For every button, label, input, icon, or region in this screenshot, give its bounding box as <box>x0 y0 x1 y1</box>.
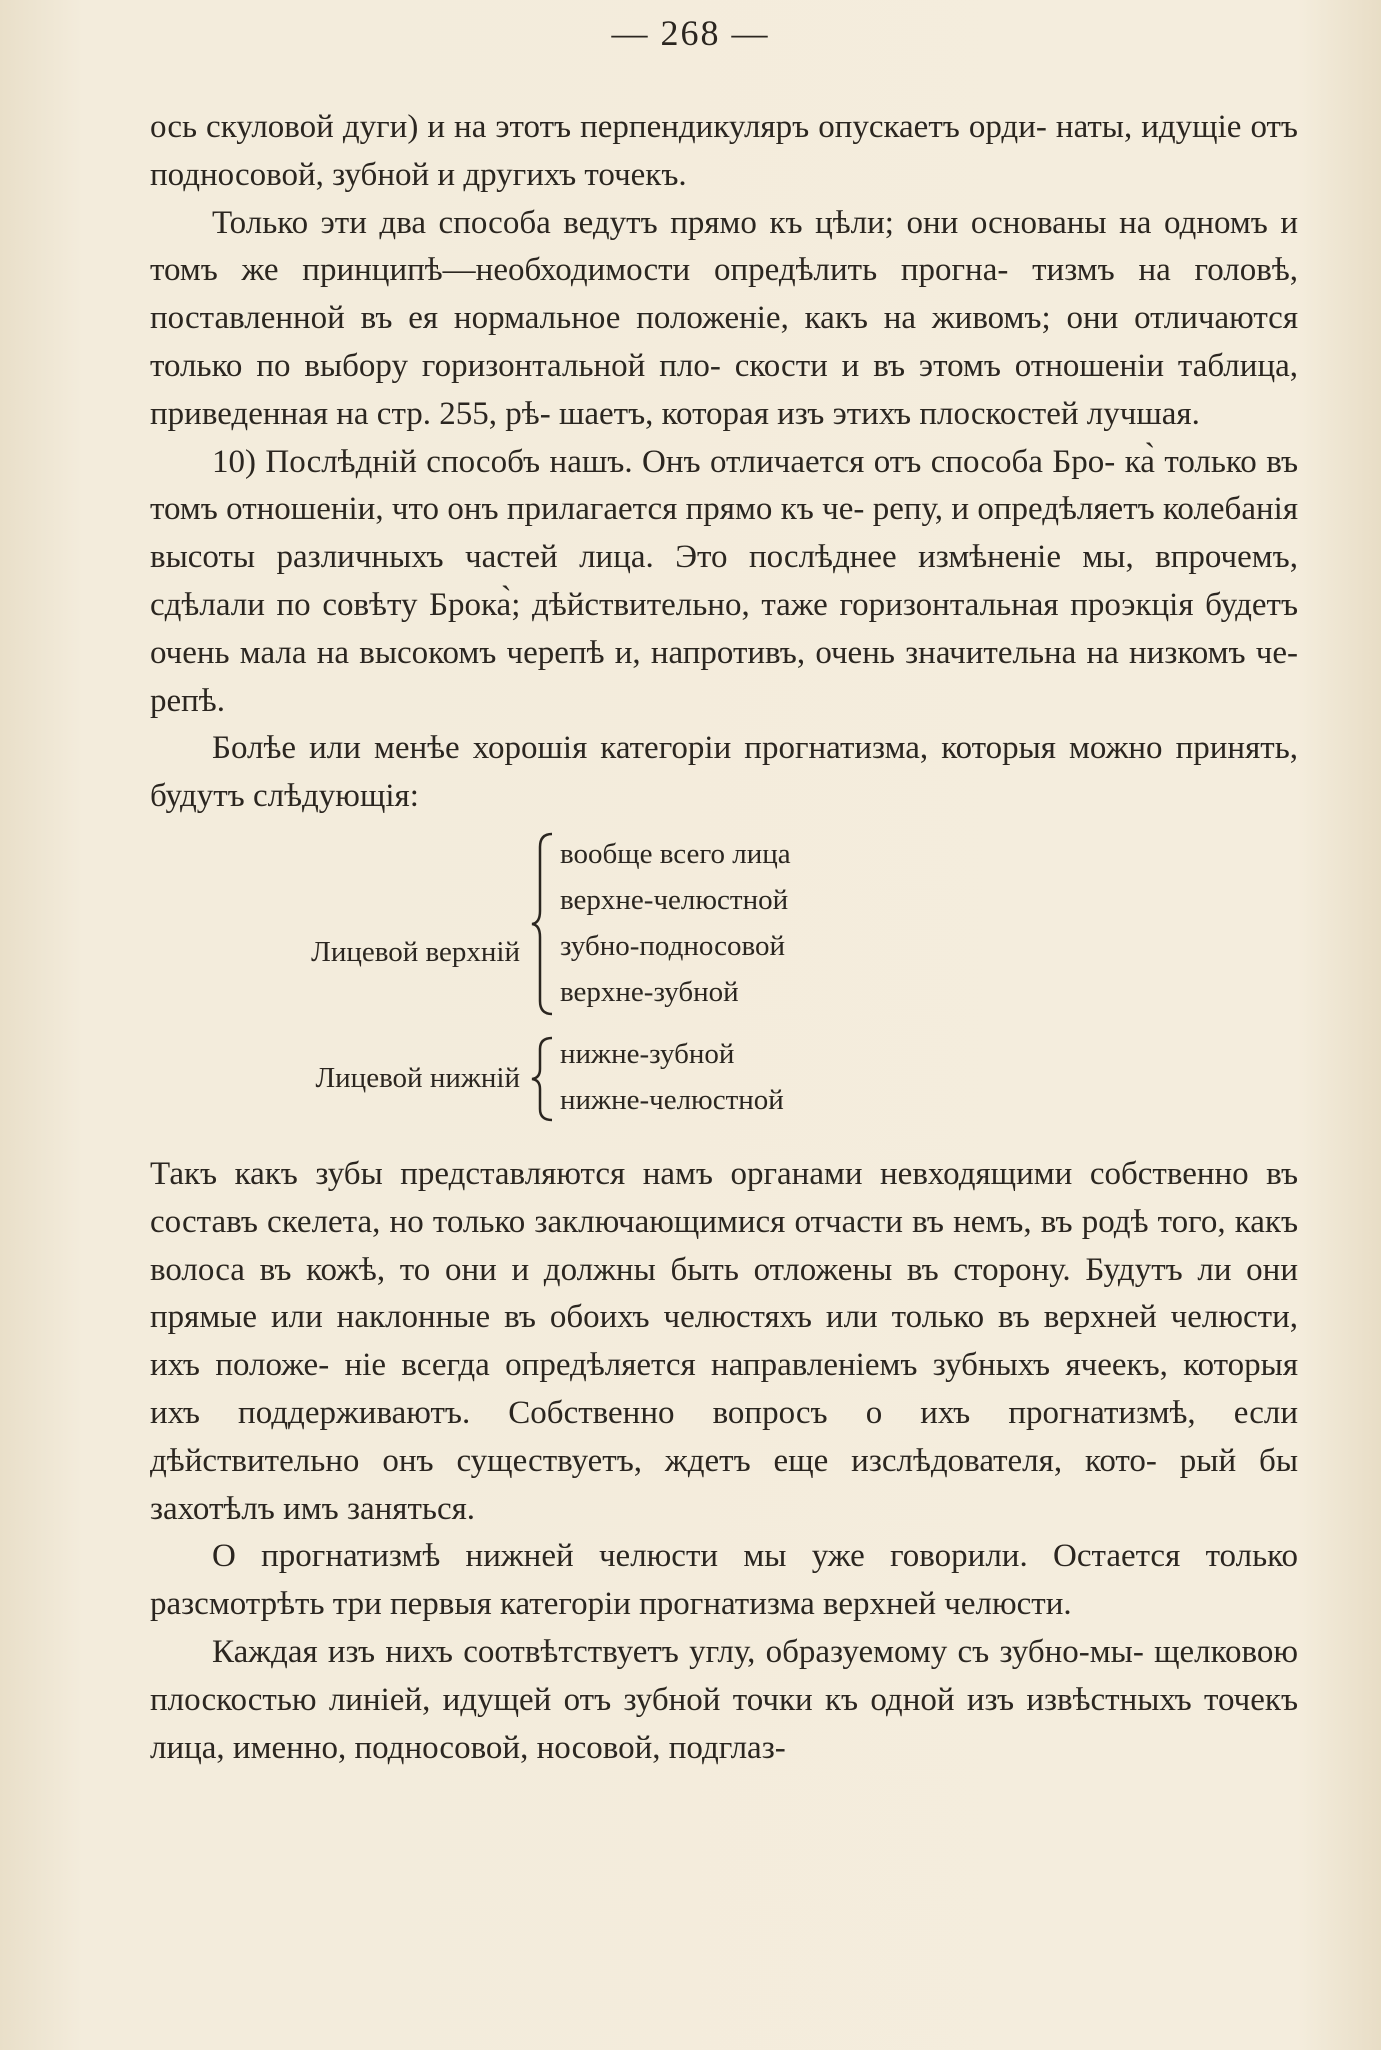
text-line: рый бы захотѣлъ имъ заняться. <box>150 1442 1298 1527</box>
text-line: разсмотрѣть три первыя категоріи прогнатизма верхней челюсти. <box>150 1586 1072 1623</box>
lower-items <box>560 1031 784 1123</box>
text-line: наты, идущіе отъ подносовой, зубной и другихъ точекъ. <box>150 109 1298 193</box>
upper-items <box>560 831 791 1015</box>
text-line: ось скуловой дуги) и на этотъ перпендикуляръ опускаетъ орди- <box>150 109 1047 145</box>
paragraph <box>150 104 1298 200</box>
paragraph <box>150 1151 1298 1533</box>
scheme-item: верхне-челюстной <box>560 883 789 916</box>
text-line: быть отложены въ сторону. Будутъ ли они прямые или наклонные <box>150 1251 1299 1336</box>
lower-brace-icon <box>530 1035 556 1123</box>
text-line: на живомъ; они отличаются только по выбору горизонтальной пло- <box>150 300 1299 384</box>
text-line: ніе всегда опредѣляется направленіемъ зубныхъ ячеекъ, которыя <box>344 1347 1298 1384</box>
text-line: щелковою плоскостью линіей, идущей отъ зубной точки къ одной <box>150 1633 1298 1718</box>
paragraph <box>150 439 1298 726</box>
text-line: собственно въ составъ скелета, но только заключающимися отчасти <box>150 1155 1299 1240</box>
text-line: О прогнатизмѣ нижней челюсти мы уже говорили. Остается только <box>212 1538 1298 1575</box>
lower-facial-label: Лицевой нижній <box>315 1061 520 1094</box>
prognathism-scheme <box>150 831 1298 1139</box>
paragraph <box>150 200 1298 439</box>
text-line: Болѣе или менѣе хорошія категоріи прогнатизма, которыя можно <box>212 730 1163 767</box>
text-line: высокомъ черепѣ и, напротивъ, очень значительна на низкомъ че- <box>359 634 1298 671</box>
upper-brace-icon <box>530 831 556 1017</box>
scheme-item: нижне-зубной <box>560 1037 735 1070</box>
text-line: репѣ. <box>150 682 225 719</box>
text-line: ка̀ только въ томъ отношеніи, что онъ прилагается прямо къ че- <box>150 443 1299 528</box>
text-line: въ немъ, въ родѣ того, какъ волоса въ кожѣ, то они и должны <box>150 1203 1299 1288</box>
body-text <box>150 104 1298 1772</box>
text-line: въ обоихъ челюстяхъ или только въ верхней челюсти, ихъ положе- <box>150 1299 1299 1384</box>
paragraph <box>150 1533 1298 1629</box>
paragraph <box>150 725 1298 821</box>
text-line: тизмъ на головѣ, поставленной въ ея нормальное положеніе, какъ <box>150 252 1298 337</box>
text-line: Такъ какъ зубы представляются намъ органами невходящими <box>150 1155 1073 1192</box>
text-line: дѣйствительно онъ существуетъ, ждетъ еще изслѣдователя, кото- <box>150 1442 1157 1479</box>
scheme-item: нижне-челюстной <box>560 1083 784 1116</box>
scheme-item: зубно-подносовой <box>560 929 785 962</box>
paragraph <box>150 1629 1298 1772</box>
text-line: шаетъ, которая изъ этихъ плоскостей лучшая. <box>558 395 1200 432</box>
text-line: на одномъ и томъ же принципѣ—необходимости опредѣлить прогна- <box>150 204 1298 289</box>
paragraphs-bottom <box>150 1151 1298 1772</box>
paragraphs-top <box>150 104 1298 821</box>
text-line: Только эти два способа ведутъ прямо къ цѣли; они основаны <box>212 204 1107 241</box>
page-number: — 268 — <box>611 13 770 53</box>
text-line: скости и въ этомъ отношеніи таблица, приведенная на стр. 255, рѣ- <box>150 347 1298 432</box>
text-line: репу, и опредѣляетъ колебанія высоты различныхъ частей лица. <box>150 491 1298 576</box>
text-line: дѣйствительно, таже горизонтальная проэкція будетъ очень мала на <box>150 586 1299 671</box>
scheme-item: вообще всего лица <box>560 837 791 870</box>
text-line: Каждая изъ нихъ соотвѣтствуетъ углу, образуемому съ зубно-мы- <box>212 1633 1144 1670</box>
text-line: 10) Послѣдній способъ нашъ. Онъ отличается отъ способа Бро- <box>212 443 1116 480</box>
upper-facial-label: Лицевой верхній <box>311 935 520 968</box>
scheme-item: верхне-зубной <box>560 975 739 1008</box>
text-line: ихъ поддерживаютъ. Собственно вопросъ о ихъ прогнатизмѣ, если <box>150 1394 1298 1431</box>
text-line: Это послѣднее измѣненіе мы, впрочемъ, сдѣлали по совѣту Брока̀; <box>150 539 1298 623</box>
text-line: изъ извѣстныхъ точекъ лица, именно, подносовой, носовой, подглаз- <box>150 1681 1299 1766</box>
text-line: принять, будутъ слѣдующія: <box>150 730 1298 815</box>
